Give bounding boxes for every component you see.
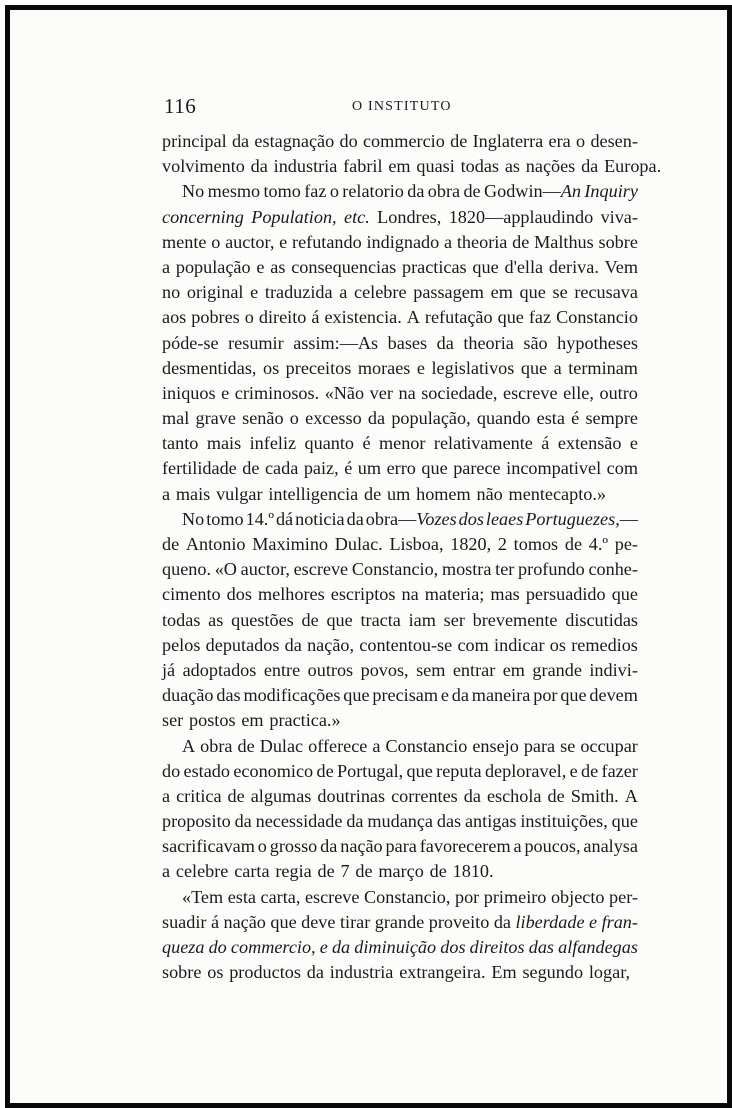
text-line: a celebre carta regia de 7 de março de 1810. xyxy=(162,861,494,882)
text-line: queno. «O auctor, escreve Constancio, mostra ter profundo conhe- xyxy=(162,559,638,580)
text-line: de Antonio Maximino Dulac. Lisboa, 1820, 2 tomos de 4.º pe- xyxy=(162,534,638,554)
text-line: a critica de algumas doutrinas correntes da eschola de Smith. A xyxy=(162,785,638,806)
text-line: No mesmo tomo faz o relatorio da obra de Godwin—An Inquiry xyxy=(182,181,638,202)
text-line: proposito da necessidade da mudança das antigas instituições, que xyxy=(162,811,638,832)
page-number: 116 xyxy=(164,94,197,118)
text-line: queza do commercio, e da diminuição dos direitos das alfandegas xyxy=(162,937,638,957)
text-line: iniquos e criminosos. «Não ver na sociedade, escreve elle, outro xyxy=(162,382,638,403)
text-line: No tomo 14.º dá noticia da obra—Vozes dos leaes Portuguezes,— xyxy=(182,508,638,529)
text-line: aos pobres o direito á existencia. A refutação que faz Constancio xyxy=(162,307,638,328)
text-line: concerning Population, etc. Londres, 1820—applaudindo viva- xyxy=(162,206,638,227)
running-title: O INSTITUTO xyxy=(352,99,452,114)
text-line: A obra de Dulac offerece a Constancio ensejo para se occupar xyxy=(182,735,638,756)
text-line: no original e traduzida a celebre passagem em que se recusava xyxy=(162,282,638,303)
text-line: do estado economico de Portugal, que reputa deploravel, e de fazer xyxy=(162,760,638,781)
text-line: a população e as consequencias practicas que d'ella deriva. Vem xyxy=(162,256,638,277)
text-line: póde-se resumir assim:—As bases da theoria são hypotheses xyxy=(162,332,638,353)
text-line: pelos deputados da nação, contentou-se com indicar os remedios xyxy=(162,634,638,655)
text-line: todas as questões de que tracta iam ser brevemente discutidas xyxy=(162,609,638,630)
text-line: mente o auctor, e refutando indignado a theoria de Malthus sobre xyxy=(162,231,638,252)
page xyxy=(10,10,727,1103)
text-line: suadir á nação que deve tirar grande proveito da liberdade e fran- xyxy=(162,911,638,932)
text-line: principal da estagnação do commercio de Inglaterra era o desen- xyxy=(162,131,638,151)
text-line: sobre os productos da industria extrangeira. Em segundo logar, xyxy=(162,962,631,983)
paragraph xyxy=(162,179,638,506)
paragraph xyxy=(162,885,638,986)
text-line: tanto mais infeliz quanto é menor relativamente á extensão e xyxy=(162,433,638,454)
body-text xyxy=(162,129,662,985)
text-line: cimento dos melhores escriptos na materia; mas persuadido que xyxy=(162,584,638,605)
paragraph xyxy=(162,734,638,885)
page-frame xyxy=(5,5,732,1108)
text-line: «Tem esta carta, escreve Constancio, por primeiro objecto per- xyxy=(182,886,638,907)
text-line: volvimento da industria fabril em quasi todas as nações da Europa. xyxy=(162,156,662,177)
paragraph xyxy=(162,129,662,179)
text-line: a mais vulgar intelligencia de um homem não mentecapto.» xyxy=(162,483,607,504)
text-line: sacrificavam o grosso da nação para favorecerem a poucos, analysa xyxy=(162,836,638,857)
text-line: desmentidas, os preceitos moraes e legislativos que a terminam xyxy=(162,357,638,378)
text-line: mal grave senão o excesso da população, quando esta é sempre xyxy=(162,408,638,429)
text-line: ser postos em practica.» xyxy=(162,710,341,731)
text-line: já adoptados entre outros povos, sem entrar em grande indivi- xyxy=(162,659,638,680)
text-line: duação das modificações que precisam e da maneira por que devem xyxy=(162,685,638,706)
text-line: fertilidade de cada paiz, é um erro que parece incompativel com xyxy=(162,458,638,479)
paragraph xyxy=(162,507,638,734)
running-header xyxy=(160,94,640,124)
